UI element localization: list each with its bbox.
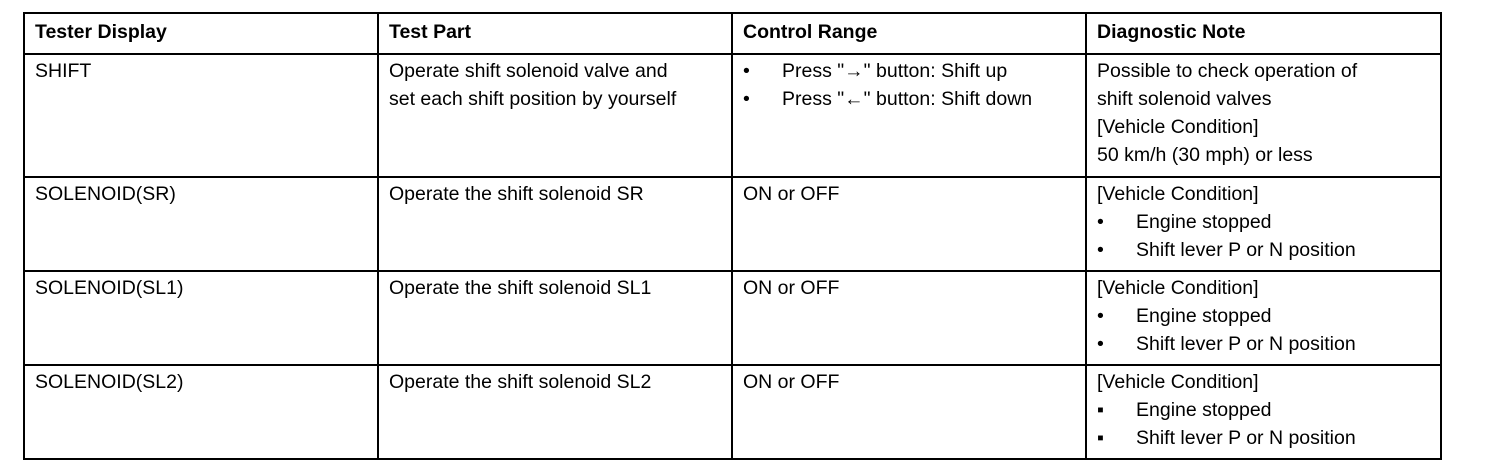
bullet-mark: • [743, 60, 750, 82]
tester-display-text: SOLENOID(SL1) [35, 277, 184, 299]
cell-test-part [378, 271, 732, 365]
diagnostic-table [23, 12, 1442, 460]
note-line: 50 km/h (30 mph) or less [1097, 144, 1313, 166]
bullet-mark: • [1097, 333, 1104, 355]
bullet-text: Press "←" button: Shift down [782, 88, 1033, 110]
note-line: [Vehicle Condition] [1097, 116, 1259, 138]
note-line: shift solenoid valves [1097, 88, 1272, 110]
test-part-line: Operate shift solenoid valve and [389, 60, 668, 82]
control-range-text: ON or OFF [743, 277, 840, 299]
bullet-mark: • [1097, 211, 1104, 233]
cell-tester-display [24, 177, 378, 271]
note-line: Possible to check operation of [1097, 60, 1358, 82]
note-line: [Vehicle Condition] [1097, 371, 1259, 393]
cell-diagnostic-note [1086, 54, 1441, 177]
bullet-text: Engine stopped [1136, 211, 1272, 233]
header-control-range: Control Range [732, 13, 1086, 54]
test-part-line: Operate the shift solenoid SL1 [389, 277, 652, 299]
cell-test-part [378, 54, 732, 177]
tester-display-text: SOLENOID(SR) [35, 183, 176, 205]
header-test-part: Test Part [378, 13, 732, 54]
cell-control-range [732, 271, 1086, 365]
bullet-mark: • [1097, 305, 1104, 327]
cell-control-range [732, 177, 1086, 271]
bullet-item [1097, 424, 1432, 452]
cell-tester-display [24, 54, 378, 177]
cell-control-range [732, 365, 1086, 459]
cell-test-part [378, 365, 732, 459]
control-range-text: ON or OFF [743, 371, 840, 393]
bullet-mark: ▪ [1097, 399, 1104, 421]
bullet-text: Press "→" button: Shift up [782, 60, 1008, 82]
bullet-item [1097, 236, 1432, 264]
header-row [24, 13, 1441, 54]
bullet-item [1097, 302, 1432, 330]
table-row [24, 177, 1441, 271]
note-line: [Vehicle Condition] [1097, 277, 1259, 299]
cell-diagnostic-note [1086, 177, 1441, 271]
note-line: [Vehicle Condition] [1097, 183, 1259, 205]
cell-test-part [378, 177, 732, 271]
bullet-item [743, 57, 1077, 85]
table-row [24, 271, 1441, 365]
cell-diagnostic-note [1086, 271, 1441, 365]
cell-diagnostic-note [1086, 365, 1441, 459]
bullet-text: Engine stopped [1136, 399, 1272, 421]
tester-display-text: SHIFT [35, 60, 92, 82]
cell-tester-display [24, 365, 378, 459]
bullet-mark: • [743, 88, 750, 110]
test-part-line: set each shift position by yourself [389, 88, 677, 110]
table-row [24, 54, 1441, 177]
bullet-item [1097, 396, 1432, 424]
bullet-mark: • [1097, 239, 1104, 261]
test-part-line: Operate the shift solenoid SR [389, 183, 644, 205]
bullet-item [1097, 208, 1432, 236]
bullet-text: Engine stopped [1136, 305, 1272, 327]
cell-control-range [732, 54, 1086, 177]
tester-display-text: SOLENOID(SL2) [35, 371, 184, 393]
bullet-text: Shift lever P or N position [1136, 239, 1356, 261]
bullet-mark: ▪ [1097, 427, 1104, 449]
control-range-text: ON or OFF [743, 183, 840, 205]
bullet-item [743, 85, 1077, 113]
table-row [24, 365, 1441, 459]
header-diagnostic-note: Diagnostic Note [1086, 13, 1441, 54]
bullet-text: Shift lever P or N position [1136, 427, 1356, 449]
test-part-line: Operate the shift solenoid SL2 [389, 371, 652, 393]
cell-tester-display [24, 271, 378, 365]
bullet-item [1097, 330, 1432, 358]
header-tester-display: Tester Display [24, 13, 378, 54]
bullet-text: Shift lever P or N position [1136, 333, 1356, 355]
